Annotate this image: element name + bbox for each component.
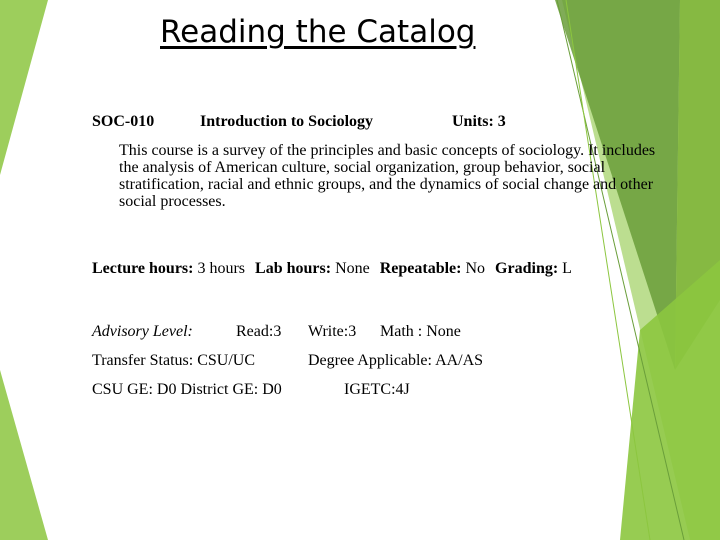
advisory-write: Write:3 xyxy=(308,323,357,340)
lecture-hours-label: Lecture hours: xyxy=(92,260,194,277)
grading-value: L xyxy=(562,260,572,277)
advisory-level-label: Advisory Level: xyxy=(92,323,193,340)
advisory-read: Read:3 xyxy=(236,323,282,340)
repeatable-value: No xyxy=(465,260,486,277)
degree-applicable: Degree Applicable: AA/AS xyxy=(308,352,484,369)
course-name: Introduction to Sociology xyxy=(200,113,374,130)
repeatable-label: Repeatable: xyxy=(379,260,462,277)
lab-hours-label: Lab hours: xyxy=(255,260,332,277)
left-green-strip-bottom xyxy=(0,370,48,540)
csu-district-ge: CSU GE: D0 District GE: D0 xyxy=(92,381,282,398)
course-description: This course is a survey of the principles and basic concepts of sociology. It includes the analysis of American culture, social organization, group behavior, social stratification, racial and ethnic groups, and the dynamics of social change and other social processes. xyxy=(119,142,656,210)
hours-row xyxy=(92,260,572,278)
advisory-math: Math : None xyxy=(380,323,461,340)
left-green-strip xyxy=(0,0,48,175)
lab-hours-value: None xyxy=(335,260,370,277)
grading-label: Grading: xyxy=(495,260,559,277)
transfer-status: Transfer Status: CSU/UC xyxy=(92,352,255,369)
course-units: Units: 3 xyxy=(452,113,506,130)
igetc: IGETC:4J xyxy=(344,381,410,398)
lecture-hours-value: 3 hours xyxy=(197,260,246,277)
page-title: Reading the Catalog xyxy=(160,14,476,50)
course-code: SOC-010 xyxy=(92,113,155,130)
